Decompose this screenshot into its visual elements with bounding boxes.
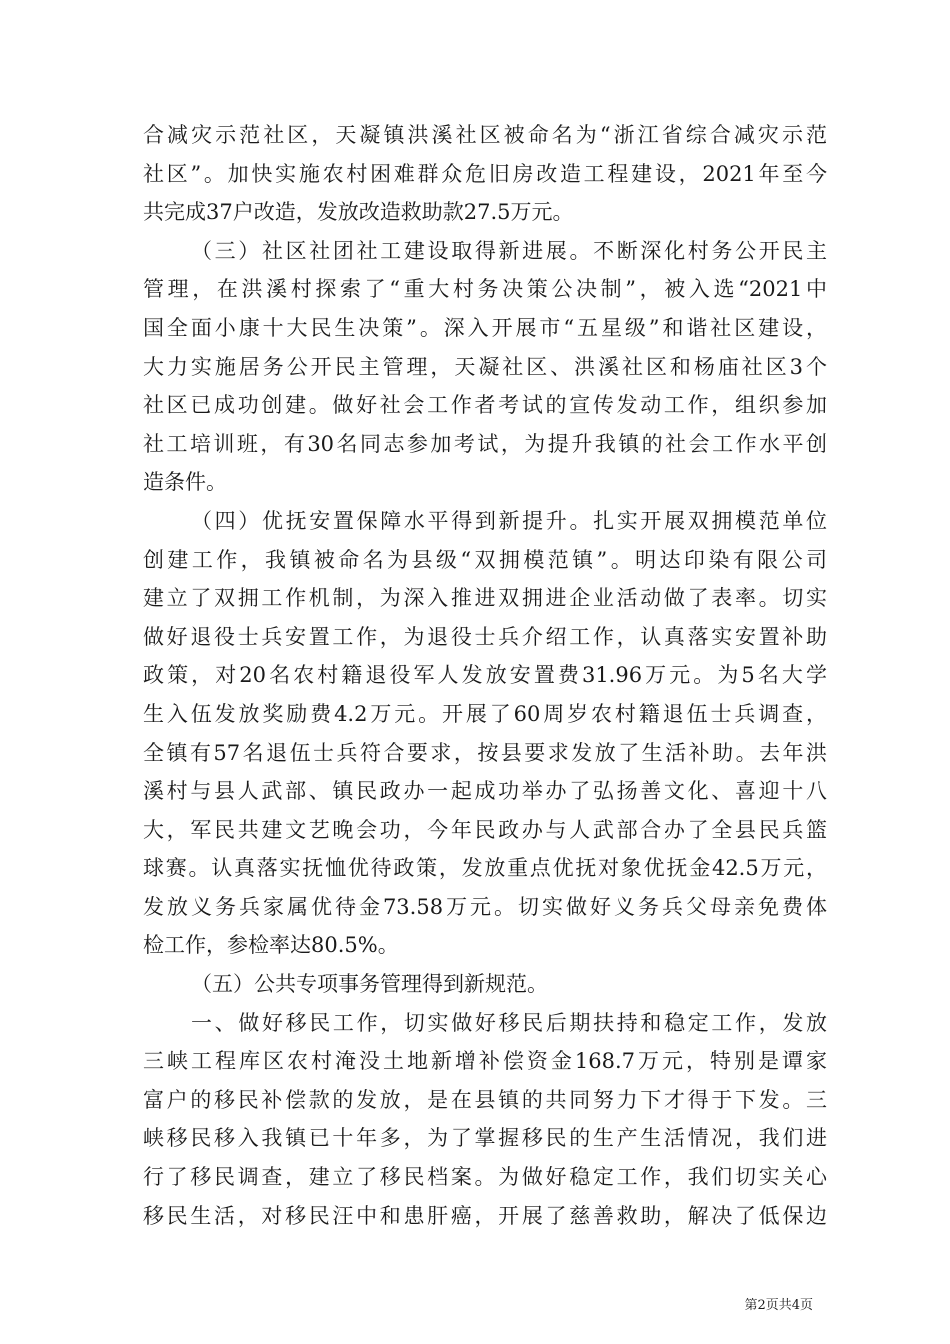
- text-line: 政策，对20名农村籍退役军人发放安置费31.96万元。为5名大学: [143, 663, 827, 688]
- text-line: 共完成37户改造，发放改造救助款27.5万元。: [143, 200, 574, 225]
- text-line: 造条件。: [143, 470, 227, 495]
- text-line: 社区已成功创建。做好社会工作者考试的宣传发动工作，组织参加: [143, 393, 827, 418]
- section-heading-line: 一、做好移民工作，切实做好移民后期扶持和稳定工作，发放: [191, 1010, 827, 1035]
- text-line: 行了移民调查，建立了移民档案。为做好稳定工作，我们切实关心: [143, 1165, 827, 1190]
- text-line: 做好退役士兵安置工作，为退役士兵介绍工作，认真落实安置补助: [143, 624, 827, 649]
- text-line: 大，军民共建文艺晚会功，今年民政办与人武部合办了全县民兵篮: [143, 817, 827, 842]
- text-line: 社工培训班，有30名同志参加考试，为提升我镇的社会工作水平创: [143, 431, 827, 456]
- text-line: 管理，在洪溪村探索了“重大村务决策公决制”，被入选“2021中: [143, 277, 827, 302]
- text-line: 球赛。认真落实抚恤优待政策，发放重点优抚对象优抚金42.5万元，: [143, 856, 827, 881]
- text-line: 合减灾示范社区，天凝镇洪溪社区被命名为“浙江省综合减灾示范: [143, 123, 827, 147]
- text-line: 社区”。加快实施农村困难群众危旧房改造工程建设，2021年至今: [143, 161, 827, 186]
- page-number-footer: 第2页共4页: [744, 1298, 813, 1313]
- document-body: [143, 116, 827, 1235]
- text-line: 检工作，参检率达80.5%。: [143, 933, 399, 958]
- text-line: 移民生活，对移民汪中和患肝癌，开展了慈善救助，解决了低保边: [143, 1203, 827, 1228]
- text-line: 创建工作，我镇被命名为县级“双拥模范镇”。明达印染有限公司: [143, 547, 827, 572]
- text-line: 溪村与县人武部、镇民政办一起成功举办了弘扬善文化、喜迎十八: [143, 779, 827, 804]
- section-heading-line: （四）优抚安置保障水平得到新提升。扎实开展双拥模范单位: [191, 508, 827, 533]
- text-line: 生入伍发放奖励费4.2万元。开展了60周岁农村籍退伍士兵调查，: [143, 701, 827, 726]
- text-line: 全镇有57名退伍士兵符合要求，按县要求发放了生活补助。去年洪: [143, 740, 827, 765]
- text-line: 大力实施居务公开民主管理，天凝社区、洪溪社区和杨庙社区3个: [143, 354, 827, 379]
- text-line: 三峡工程库区农村淹没土地新增补偿资金168.7万元，特别是谭家: [143, 1049, 827, 1074]
- text-line: 国全面小康十大民生决策”。深入开展市“五星级”和谐社区建设，: [143, 315, 827, 340]
- text-line: 建立了双拥工作机制，为深入推进双拥进企业活动做了表率。切实: [143, 586, 827, 611]
- text-line: 峡移民移入我镇已十年多，为了掌握移民的生产生活情况，我们进: [143, 1126, 827, 1151]
- text-line: 富户的移民补偿款的发放，是在县镇的共同努力下才得于下发。三: [143, 1087, 827, 1112]
- section-heading-line: （五）公共专项事务管理得到新规范。: [191, 972, 548, 997]
- text-line: 发放义务兵家属优待金73.58万元。切实做好义务兵父母亲免费体: [143, 894, 827, 919]
- section-heading-line: （三）社区社团社工建设取得新进展。不断深化村务公开民主: [191, 238, 827, 263]
